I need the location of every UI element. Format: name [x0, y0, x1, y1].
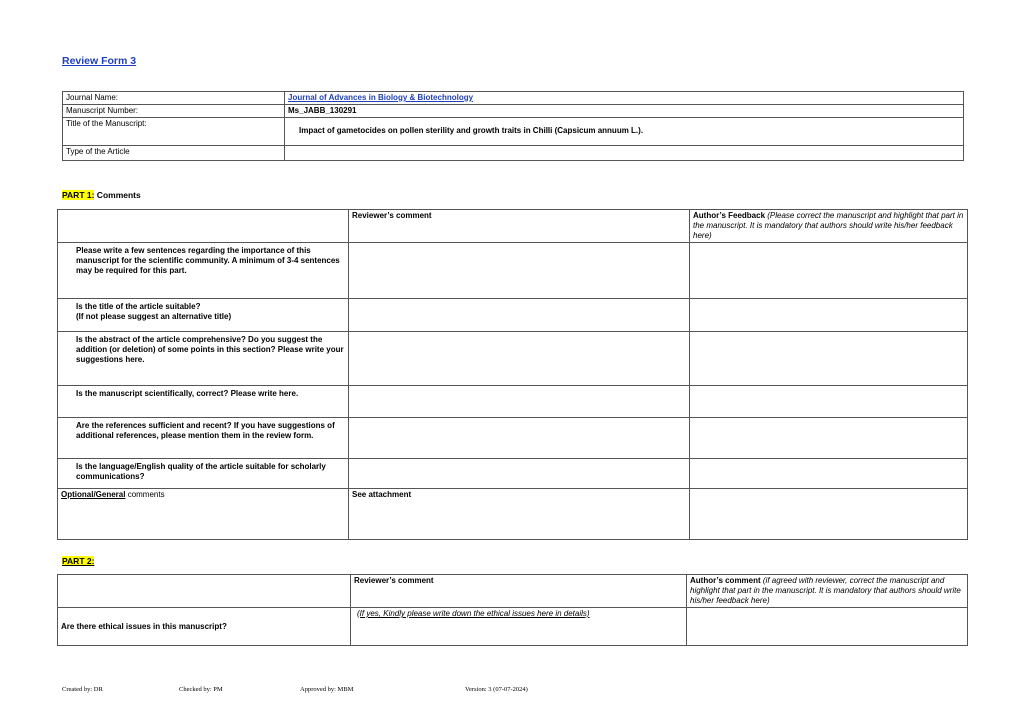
part1-reviewer-header: Reviewer’s comment — [349, 210, 690, 243]
part1-heading — [62, 190, 141, 200]
part2-reviewer-header: Reviewer’s comment — [351, 575, 687, 608]
manuscript-title-label: Title of the Manuscript: — [63, 118, 285, 146]
author-feedback-references[interactable] — [690, 418, 968, 459]
manuscript-title-value: Impact of gametocides on pollen sterility and growth traits in Chilli (Capsicum annuum L.). — [299, 126, 644, 135]
part2-heading — [62, 556, 94, 566]
reviewer-comment-abstract[interactable] — [349, 332, 690, 386]
author-feedback-importance[interactable] — [690, 243, 968, 299]
question-references: Are the references sufficient and recent? If you have suggestions of additional references, please mention them in the review form. — [58, 418, 349, 459]
part1-header-blank — [58, 210, 349, 243]
part1-author-header-note: (Please correct the manuscript and highlight that part in the manuscript. It is mandatory that authors should write his/her feedback here) — [693, 211, 964, 240]
form-title: Review Form 3 — [62, 55, 137, 67]
footer-checked-by: Checked by: PM — [179, 686, 223, 693]
author-comment-ethics[interactable] — [687, 608, 968, 646]
author-feedback-language[interactable] — [690, 459, 968, 489]
optional-general-label: Optional/General — [61, 490, 126, 499]
question-title-suitable: Is the title of the article suitable? (If not please suggest an alternative title) — [58, 299, 349, 332]
footer-version: Version: 3 (07-07-2024) — [465, 686, 528, 693]
article-type-field[interactable] — [285, 146, 964, 161]
part1-author-header — [690, 210, 968, 243]
article-type-label: Type of the Article — [63, 146, 285, 161]
reviewer-comment-language[interactable] — [349, 459, 690, 489]
author-feedback-scientific[interactable] — [690, 386, 968, 418]
optional-comments-label — [58, 489, 349, 540]
journal-name-link[interactable]: Journal of Advances in Biology & Biotechnology — [288, 93, 474, 102]
manuscript-number-value: Ms_JABB_130291 — [285, 105, 964, 118]
reviewer-comment-scientific[interactable] — [349, 386, 690, 418]
reviewer-comment-optional[interactable]: See attachment — [349, 489, 690, 540]
optional-comments-suffix: comments — [125, 490, 165, 499]
part2-author-header-note: (if agreed with reviewer, correct the manuscript and highlight that part in the manuscript. It is mandatory that authors should write his/her feedback here) — [690, 576, 961, 605]
part2-header-blank — [58, 575, 351, 608]
part2-ethics-table — [57, 574, 968, 646]
reviewer-comment-importance[interactable] — [349, 243, 690, 299]
question-ethical-issues: Are there ethical issues in this manuscript? — [58, 608, 351, 646]
part1-comments-table — [57, 209, 968, 540]
part2-author-header-title: Author’s comment — [690, 576, 761, 585]
manuscript-number-label: Manuscript Number: — [63, 105, 285, 118]
part2-author-header — [687, 575, 968, 608]
footer-approved-by: Approved by: MBM — [300, 686, 354, 693]
author-feedback-optional[interactable] — [690, 489, 968, 540]
part1-author-header-title: Author’s Feedback — [693, 211, 766, 220]
part1-suffix: Comments — [94, 190, 141, 200]
reviewer-comment-ethics[interactable] — [351, 608, 687, 646]
part1-label: PART 1: — [62, 190, 95, 200]
question-abstract: Is the abstract of the article comprehensive? Do you suggest the addition (or deletion) of some points in this section? Please write your suggestions here. — [58, 332, 349, 386]
question-scientific: Is the manuscript scientifically, correct? Please write here. — [58, 386, 349, 418]
question-language: Is the language/English quality of the article suitable for scholarly communications? — [58, 459, 349, 489]
author-feedback-title[interactable] — [690, 299, 968, 332]
part2-label: PART 2: — [62, 556, 95, 566]
reviewer-comment-references[interactable] — [349, 418, 690, 459]
journal-name-label: Journal Name: — [63, 92, 285, 105]
reviewer-comment-title[interactable] — [349, 299, 690, 332]
manuscript-info-table — [62, 91, 964, 161]
author-feedback-abstract[interactable] — [690, 332, 968, 386]
manuscript-title-cell[interactable] — [285, 118, 964, 146]
ethical-issues-hint: (If yes, Kindly please write down the ethical issues here in details) — [357, 609, 590, 618]
question-importance: Please write a few sentences regarding the importance of this manuscript for the scientific community. A minimum of 3-4 sentences may be required for this part. — [58, 243, 349, 299]
footer-created-by: Created by: DR — [62, 686, 103, 693]
